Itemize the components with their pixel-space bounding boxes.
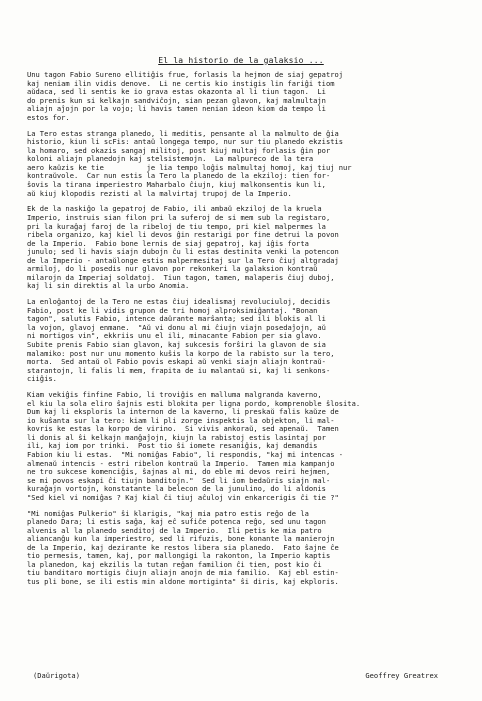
story-title: El la historio de la galaksio ... [158,56,324,65]
text-line: tiu banditaro mortigis ĉiujn aliajn anojn de mia familio. Kaj ebl estin- [27,569,339,578]
story-paragraph [27,298,465,383]
text-line: La enloĝantoj de la Tero ne estas ĉiuj idealismaj revoluciuloj, decidis [27,298,331,307]
text-line: almenaŭ intencis - estri ribelon kontraŭ la Imperio. Tamen mia kampanjo [27,459,335,468]
text-line: La Tero estas stranga planedo, li meditis, pensante al la malmulto de ĝia [27,129,339,138]
text-line: Subite prenis Fabio sian glavon, kaj sukcesis forŝiri la glavon de sia [27,341,326,350]
text-line: pri la kuraĝaj faroj de la ribeloj de tiu tempo, pri kiel malpermes la [27,222,326,231]
text-line: tio permesis, tamen, kaj, por mallongigi la rakonton, la Imperio kaptis [27,552,331,561]
text-line: ne tro sukcese komenciĝis, ŝajnas al mi, do eble mi devos reiri hejmen, [27,468,331,477]
text-line: Imperio, instruis sian filon pri la suferoj de si mem sub la registaro, [27,213,331,222]
text-line: de la Imperio - antaŭlonge estis malpermesitaj sur la Tero ĉiuj altgradaj [27,256,339,265]
text-line: tagon", salutis Fabio, intence daŭrante marŝanta; sed ili blokis al li [27,315,326,324]
text-line: malamiko: post nur unu momento kuŝis la korpo de la rabisto sur la tero, [27,349,335,358]
text-line: ŝovis la tirana imperiestro Maharbalo ĉiujn, kiuj malkonsentis kun li, [27,180,326,189]
text-line: "Mi nomiĝas Pulkerio" ŝi klarigis, "kaj mia patro estis reĝo de la [27,509,309,518]
text-line: aliancanĝu kun la imperiestro, sed li rifuzis, bone konante la manierojn [27,535,335,544]
text-line: se mi povos eskapi ĉi tiujn banditojn." Sed li iom bedaŭris siajn mal- [27,476,331,485]
text-line: estos for. [27,113,70,122]
text-line: koloni aliajn planedojn kaj stelsistemojn. La malpureco de la tera [27,155,314,164]
story-paragraph [27,391,465,502]
text-line: la homaro, sed okazis sangaj militoj, post kiuj multaj forlasis ĝin por [27,146,331,155]
text-line: kovris ke estas la korpo de virino. Ŝi vivis ankoraŭ, sed apenaŭ. Tamen [27,425,339,434]
text-line: aŭdaca, sed li sentis ke io grava estas okazonta al li tiun tagon. Li [27,88,326,97]
story-paragraph [27,71,465,122]
story-body [27,71,465,594]
text-line: tus pli bone, se ili estis min aldone mortiginta" ŝi diris, kaj ekploris. [27,578,339,587]
text-line: ili, kaj iom por trinki. Post tio ŝi iomete resaniĝis, kaj demandis [27,442,318,451]
text-line: la vojon, glavoj enmane. "Aŭ vi donu al mi ĉiujn viajn posedaĵojn, aŭ [27,323,326,332]
text-line: Fabio, post ke li vidis grupon de tri homoj alproksimiĝantaj. "Bonan [27,306,318,315]
text-line: starantojn, li falis li mem, frapita de iu malantaŭ si, kaj li senkons- [27,366,331,375]
text-line: kuraĝajn vortojn, konstatante la belecon de la junulino, do li aldonis [27,485,326,494]
text-line: aero kaŭzis ke tie je lia tempo loĝis malmultaj homoj, kaj tiuj nur [27,163,352,172]
text-line: Dum kaj li eksploris la internon de la kaverno, li preskaŭ falis kaŭze de [27,408,339,417]
text-line: alvenis al la planedo senditoj de la Imperio. Ili petis ke mia patro [27,526,322,535]
text-line: aŭ kiuj klopodis rezisti al la malvirtaj trupoj de la Imperio. [27,189,292,198]
text-line: historio, kiun li scFis: antaŭ longega tempo, nur sur tiu planedo ekzistis [27,138,344,147]
text-line: kontraŭvole. Ĉar nun estis la Tero la planedo de la ekziloj: tien for- [27,172,331,181]
text-line: junulo; sed li havis siajn dubojn ĉu li estas destinita venki la potencon [27,248,339,257]
text-line: morta. Sed antaŭ ol Fabio povis eskapi aŭ venki siajn aliajn kontraŭ- [27,358,326,367]
text-line: aliajn aĵojn por la vojo; li havis tamen nenian ideon kiom da tempo li [27,105,326,114]
text-line: "Sed kiel vi nomiĝas ? Kaj kial ĉi tiuj aĉuloj vin enkarcerigis ĉi tie ?" [27,493,339,502]
text-line: milarojn da Imperiaj soldatoj. Tiun tagon, tamen, malaperis ĉiuj duboj, [27,273,335,282]
text-line: la planedon, kaj ekzilis la tutan reĝan familion ĉi tien, post kio ĉi [27,560,322,569]
text-line: ciiĝis. [27,375,57,384]
text-line: Unu tagon Fabio Sureno ellitiĝis frue, forlasis la hejmon de siaj gepatroj [27,71,344,79]
story-paragraph [27,130,465,198]
text-line: de la Imperio, kaj dezirante ke restos libera sia planedo. Fato ŝajne ĉe [27,543,339,552]
text-line: Kiam vekiĝis finfine Fabio, li troviĝis en malluma malgranda kaverno, [27,391,322,400]
text-line: ni mortigos vin", ekkriis unu el ili, minacante Fabion per sia glavo. [27,332,322,341]
text-line: kaj neniam ilin vidis denove. Li ne certis kio instigis lin fariĝi tiom [27,79,335,88]
text-line: el kiu la sola eliro ŝajnis esti blokita per ligna pordo, komprenoble ŝlosita. [27,399,361,408]
story-paragraph [27,205,465,290]
text-line: li donis al ŝi kelkajn manĝaĵojn, kiujn la rabistoj estis lasintaj por [27,433,326,442]
text-line: Fabion kiu li estas. "Mi nomiĝas Fabio", li respondis, "kaj mi intencas - [27,450,344,459]
continued-note: (Daŭrigota) [33,671,80,680]
text-line: ribela organizo, kaj kiel li devos ĝin restarigi por fine detrui la povon [27,231,339,240]
story-paragraph [27,510,465,587]
text-line: planedo Dara; li estis saĝa, kaj eĉ sufiĉe potenca reĝo, sed unu tagon [27,518,326,527]
text-line: do prenis kun si kelkajn sandviĉojn, sian pezan glavon, kaj malmultajn [27,96,326,105]
text-line: io kuŝanta sur la tero: kiam li pli zorge inspektis la objekton, li mal- [27,416,335,425]
text-line: Ek de la naskiĝo la gepatroj de Fabio, ili ambaŭ ekziloj de la kruela [27,205,322,214]
text-line: kaj li sin direktis al la urbo Anomia. [27,282,190,291]
text-line: de la Imperio. Fabio bone lernis de siaj gepatroj, kaj iĝis forta [27,239,309,248]
text-line: armiloj, do li posedis nur glavon por rekonkeri la galaksion kontraŭ [27,265,318,274]
author-name: Geoffrey Greatrex [365,671,438,680]
